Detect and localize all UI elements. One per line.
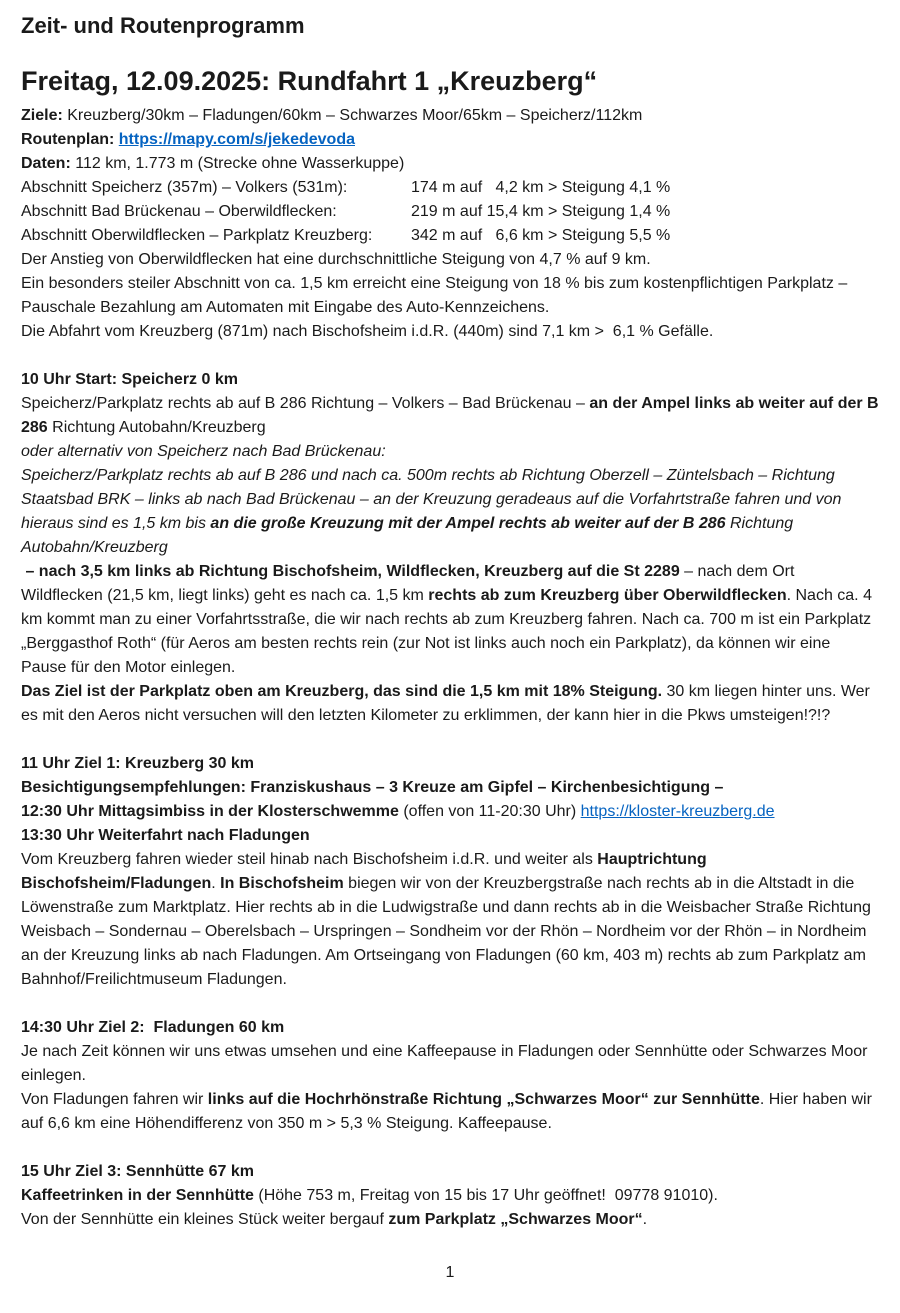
text-run: 11 Uhr Ziel 1: Kreuzberg 30 km	[21, 755, 254, 772]
text-run: Abschnitt Speicherz (357m) – Volkers (531m):	[21, 179, 348, 196]
paragraph-spacer	[21, 728, 880, 752]
para-hochrhoenstrasse	[21, 1088, 880, 1136]
text-run: Kreuzberg/30km – Fladungen/60km – Schwarzes Moor/65km – Speicherz/112km	[67, 107, 643, 124]
text-run: Daten:	[21, 155, 76, 172]
para-route-fladungen	[21, 848, 880, 992]
heading-ziel3	[21, 1160, 880, 1184]
text-run: 219 m auf 15,4 km > Steigung 1,4 %	[411, 203, 671, 220]
text-run: 112 km, 1.773 m (Strecke ohne Wasserkuppe)	[75, 155, 405, 172]
text-run: 174 m auf 4,2 km > Steigung 4,1 %	[411, 179, 671, 196]
text-run: 342 m auf 6,6 km > Steigung 5,5 %	[411, 227, 671, 244]
text-run: Abschnitt Bad Brückenau – Oberwildflecken:	[21, 203, 337, 220]
text-run: 30 km liegen hinter uns. Wer es mit den Aeros nicht versuchen will den letzten Kilometer zu erklimmen, der kann hier in die Pkws umsteigen!?!?	[21, 683, 875, 724]
para-abfahrt	[21, 320, 880, 344]
text-run: . Hier haben wir auf 6,6 km eine Höhendifferenz von 350 m > 5,3 % Steigung. Kaffeepause.	[21, 1091, 877, 1132]
page-number: 1	[445, 1264, 455, 1281]
text-run: Von Fladungen fahren wir	[21, 1091, 208, 1108]
text-run: 15 Uhr Ziel 3: Sennhütte 67 km	[21, 1163, 254, 1180]
text-run: links auf die Hochrhönstraße Richtung „Schwarzes Moor“ zur Sennhütte	[207, 1091, 760, 1108]
text-run: Richtung Autobahn/Kreuzberg	[47, 419, 266, 436]
para-alternativ-route	[21, 464, 880, 560]
heading-start-speicherz	[21, 368, 880, 392]
text-run: – nach dem Ort Wildflecken (21,5 km, liegt links) geht es nach ca. 1,5 km	[21, 563, 799, 604]
heading-ziel2	[21, 1016, 880, 1040]
text-run: an der Ampel links ab weiter auf der B 286	[21, 395, 884, 436]
para-ziel-parkplatz	[21, 680, 880, 728]
text-run: (Höhe 753 m, Freitag von 15 bis 17 Uhr geöffnet! 09778 91010).	[253, 1187, 718, 1204]
text-run: Richtung Autobahn/Kreuzberg	[21, 515, 797, 556]
para-alternativ-intro	[21, 440, 880, 464]
heading-ziel1	[21, 752, 880, 776]
line-abschnitt-1	[21, 176, 880, 200]
section-title: Freitag, 12.09.2025: Rundfahrt 1 „Kreuzberg“	[21, 66, 598, 96]
text-run: 14:30 Uhr Ziel 2: Fladungen 60 km	[21, 1019, 285, 1036]
para-route-b286	[21, 392, 884, 440]
text-run: zum Parkplatz „Schwarzes Moor“	[388, 1211, 643, 1228]
para-steiler-abschnitt	[21, 272, 880, 320]
text-run: – nach 3,5 km links ab Richtung Bischofsheim, Wildflecken, Kreuzberg auf die St 2289	[21, 563, 680, 580]
text-run: 10 Uhr Start: Speicherz 0 km	[21, 371, 238, 388]
line-abschnitt-3	[21, 224, 880, 248]
para-st2289	[21, 560, 880, 680]
line-routenplan	[21, 128, 880, 152]
text-run: Kaffeetrinken in der Sennhütte	[21, 1187, 254, 1204]
text-run: Der Anstieg von Oberwildflecken hat eine durchschnittliche Steigung von 4,7 % auf 9 km.	[21, 251, 651, 268]
paragraph-spacer	[21, 344, 880, 368]
text-run: Abschnitt Oberwildflecken – Parkplatz Kreuzberg:	[21, 227, 373, 244]
text-run: oder alternativ von Speicherz nach Bad Brückenau:	[21, 443, 386, 460]
text-run: Besichtigungsempfehlungen: Franziskushaus – 3 Kreuze am Gipfel – Kirchenbesichtigung –	[21, 779, 724, 796]
text-run: Speicherz/Parkplatz rechts ab auf B 286 und nach ca. 500m rechts ab Richtung Oberzell – Züntelsbach – Richtung Staatsbad BRK – links ab nach Bad Brückenau – an der Kreuzung geradeaus auf die Vorfahrtstraße fahren und von hieraus sind es 1,5 km bis	[21, 467, 846, 532]
text-run: 12:30 Uhr Mittagsimbiss in der Klosterschwemme	[21, 803, 399, 820]
para-mittagsimbiss	[21, 800, 880, 824]
text-run: Von der Sennhütte ein kleines Stück weiter bergauf	[21, 1211, 389, 1228]
heading-weiterfahrt	[21, 824, 880, 848]
para-besichtigung	[21, 776, 880, 800]
routenplan-link[interactable]: https://mapy.com/s/jekedevoda	[118, 131, 355, 148]
para-schwarzes-moor	[21, 1208, 880, 1232]
text-run: Die Abfahrt vom Kreuzberg (871m) nach Bischofsheim i.d.R. (440m) sind 7,1 km > 6,1 % Gefälle.	[21, 323, 714, 340]
text-run: (offen von 11-20:30 Uhr)	[398, 803, 581, 820]
text-run: Das Ziel ist der Parkplatz oben am Kreuzberg, das sind die 1,5 km mit 18% Steigung.	[21, 683, 663, 700]
paragraph-spacer	[21, 1136, 880, 1160]
text-run: In Bischofsheim	[220, 875, 344, 892]
document-body	[21, 104, 884, 1232]
document-title: Zeit- und Routenprogramm	[21, 13, 305, 38]
para-kaffeetrinken	[21, 1184, 880, 1208]
kloster-link[interactable]: https://kloster-kreuzberg.de	[580, 803, 775, 820]
text-run: .	[642, 1211, 648, 1228]
text-run: biegen wir von der Kreuzbergstraße nach rechts ab in die Altstadt in die Löwenstraße zum Marktplatz. Hier rechts ab in die Ludwigstraße und dann rechts ab in die Weisbacher Straße Richtung Weisbach – Sondernau – Oberelsbach – Urspringen – Sondheim vor der Rhön – Nordheim vor der Rhön – in Nordheim an der Kreuzung links ab nach Fladungen. Am Ortseingang von Fladungen (60 km, 403 m) rechts ab zum Parkplatz am Bahnhof/Freilichtmuseum Fladungen.	[21, 875, 876, 988]
para-kaffeepause	[21, 1040, 880, 1088]
text-run: . Nach ca. 4 km kommt man zu einer Vorfahrtsstraße, die wir nach rechts ab zum Kreuzberg fahren. Nach ca. 700 m ist ein Parkplatz „Berggasthof Roth“ (für Aeros am besten rechts rein (zur Not ist links auch noch ein Parkplatz), da können wir eine Pause für den Motor einlegen.	[21, 587, 877, 676]
text-run: Routenplan:	[21, 131, 119, 148]
text-run: Hauptrichtung Bischofsheim/Fladungen	[21, 851, 712, 892]
paragraph-spacer	[21, 992, 880, 1016]
text-run: rechts ab zum Kreuzberg über Oberwildflecken	[428, 587, 787, 604]
line-daten	[21, 152, 880, 176]
text-run: Vom Kreuzberg fahren wieder steil hinab nach Bischofsheim i.d.R. und weiter als	[21, 851, 598, 868]
text-run: Speicherz/Parkplatz rechts ab auf B 286 Richtung – Volkers – Bad Brückenau –	[21, 395, 590, 412]
text-run: an die große Kreuzung mit der Ampel rechts ab weiter auf der B 286	[210, 515, 726, 532]
text-run: Ziele:	[21, 107, 68, 124]
text-run: Je nach Zeit können wir uns etwas umsehen und eine Kaffeepause in Fladungen oder Sennhütte oder Schwarzes Moor einlegen.	[21, 1043, 872, 1084]
para-anstieg	[21, 248, 880, 272]
text-run: Ein besonders steiler Abschnitt von ca. 1,5 km erreicht eine Steigung von 18 % bis zum kostenpflichtigen Parkplatz – Pauschale Bezahlung am Automaten mit Eingabe des Auto-Kennzeichens.	[21, 275, 852, 316]
text-run: .	[211, 875, 221, 892]
text-run: 13:30 Uhr Weiterfahrt nach Fladungen	[21, 827, 310, 844]
line-ziele	[21, 104, 880, 128]
line-abschnitt-2	[21, 200, 880, 224]
